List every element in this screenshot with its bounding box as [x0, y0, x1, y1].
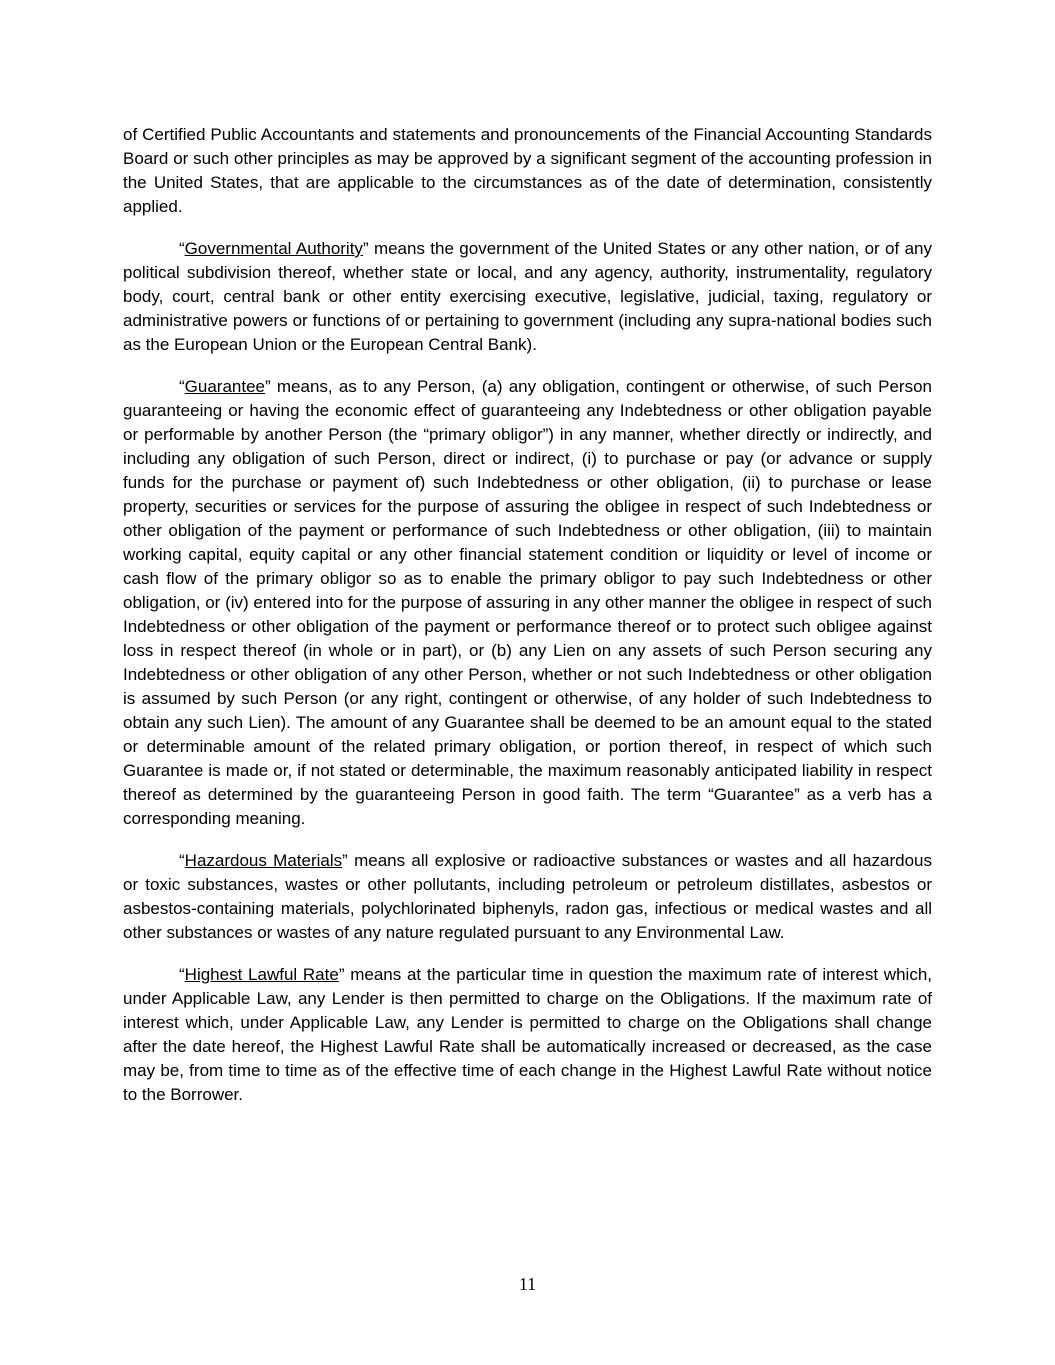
paragraph-text: “: [179, 851, 185, 870]
defined-term: Governmental Authority: [184, 239, 363, 258]
paragraph-text: ” means, as to any Person, (a) any obligation, contingent or otherwise, of such Person guaranteeing or having the economic effect of guaranteeing any Indebtedness or other obligation payable or performable by another Person (the “primary obligor”) in any manner, whether directly or indirectly, and including any obligation of such Person, direct or indirect, (i) to purchase or pay (or advance or supply funds for the purchase or payment of) such Indebtedness or other obligation, (ii) to purchase or lease property, securities or services for the purpose of assuring the obligee in respect of such Indebtedness or other obligation of the payment or performance of such Indebtedness or other obligation, (iii) to maintain working capital, equity capital or any other financial statement condition or liquidity or level of income or cash flow of the primary obligor so as to enable the primary obligor to pay such Indebtedness or other obligation, or (iv) entered into for the purpose of assuring in any other manner the obligee in respect of such Indebtedness or other obligation of the payment or performance thereof or to protect such obligee against loss in respect thereof (in whole or in part), or (b) any Lien on any assets of such Person securing any Indebtedness or other obligation of any other Person, whether or not such Indebtedness or other obligation is assumed by such Person (or any right, contingent or otherwise, of any holder of such Indebtedness to obtain any such Lien). The amount of any Guarantee shall be deemed to be an amount equal to the stated or determinable amount of the related primary obligation, or portion thereof, in respect of which such Guarantee is made or, if not stated or determinable, the maximum reasonably anticipated liability in respect thereof as determined by the guaranteeing Person in good faith. The term “Guarantee” as a verb has a corresponding meaning.: [123, 377, 932, 828]
paragraph: [123, 123, 932, 219]
paragraph-text: ” means all explosive or radioactive substances or wastes and all hazardous or toxic substances, wastes or other pollutants, including petroleum or petroleum distillates, asbestos or asbestos-containing materials, polychlorinated biphenyls, radon gas, infectious or medical wastes and all other substances or wastes of any nature regulated pursuant to any Environmental Law.: [123, 851, 932, 942]
paragraph-text: of Certified Public Accountants and statements and pronouncements of the Financial Accounting Standards Board or such other principles as may be approved by a significant segment of the accounting profession in the United States, that are applicable to the circumstances as of the date of determination, consistently applied.: [123, 125, 932, 216]
paragraph-text: “: [179, 377, 185, 396]
defined-term: Hazardous Materials: [184, 851, 343, 870]
paragraph-text: ” means at the particular time in question the maximum rate of interest which, under Applicable Law, any Lender is then permitted to charge on the Obligations. If the maximum rate of interest which, under Applicable Law, any Lender is permitted to charge on the Obligations shall change after the date hereof, the Highest Lawful Rate shall be automatically increased or decreased, as the case may be, from time to time as of the effective time of each change in the Highest Lawful Rate without notice to the Borrower.: [123, 965, 932, 1104]
paragraph: [123, 375, 932, 831]
paragraph: [123, 963, 932, 1107]
page-number: 11: [518, 1274, 537, 1294]
paragraph: [123, 237, 932, 357]
paragraph-text: “: [179, 965, 185, 984]
paragraph-text: ” means the government of the United States or any other nation, or of any political subdivision thereof, whether state or local, and any agency, authority, instrumentality, regulatory body, court, central bank or other entity exercising executive, legislative, judicial, taxing, regulatory or administrative powers or functions of or pertaining to government (including any supra-national bodies such as the European Union or the European Central Bank).: [123, 239, 932, 354]
paragraph-text: “: [179, 239, 185, 258]
defined-term: Highest Lawful Rate: [184, 965, 339, 984]
paragraph: [123, 849, 932, 945]
document-body: [123, 123, 932, 1107]
defined-term: Guarantee: [184, 377, 266, 396]
